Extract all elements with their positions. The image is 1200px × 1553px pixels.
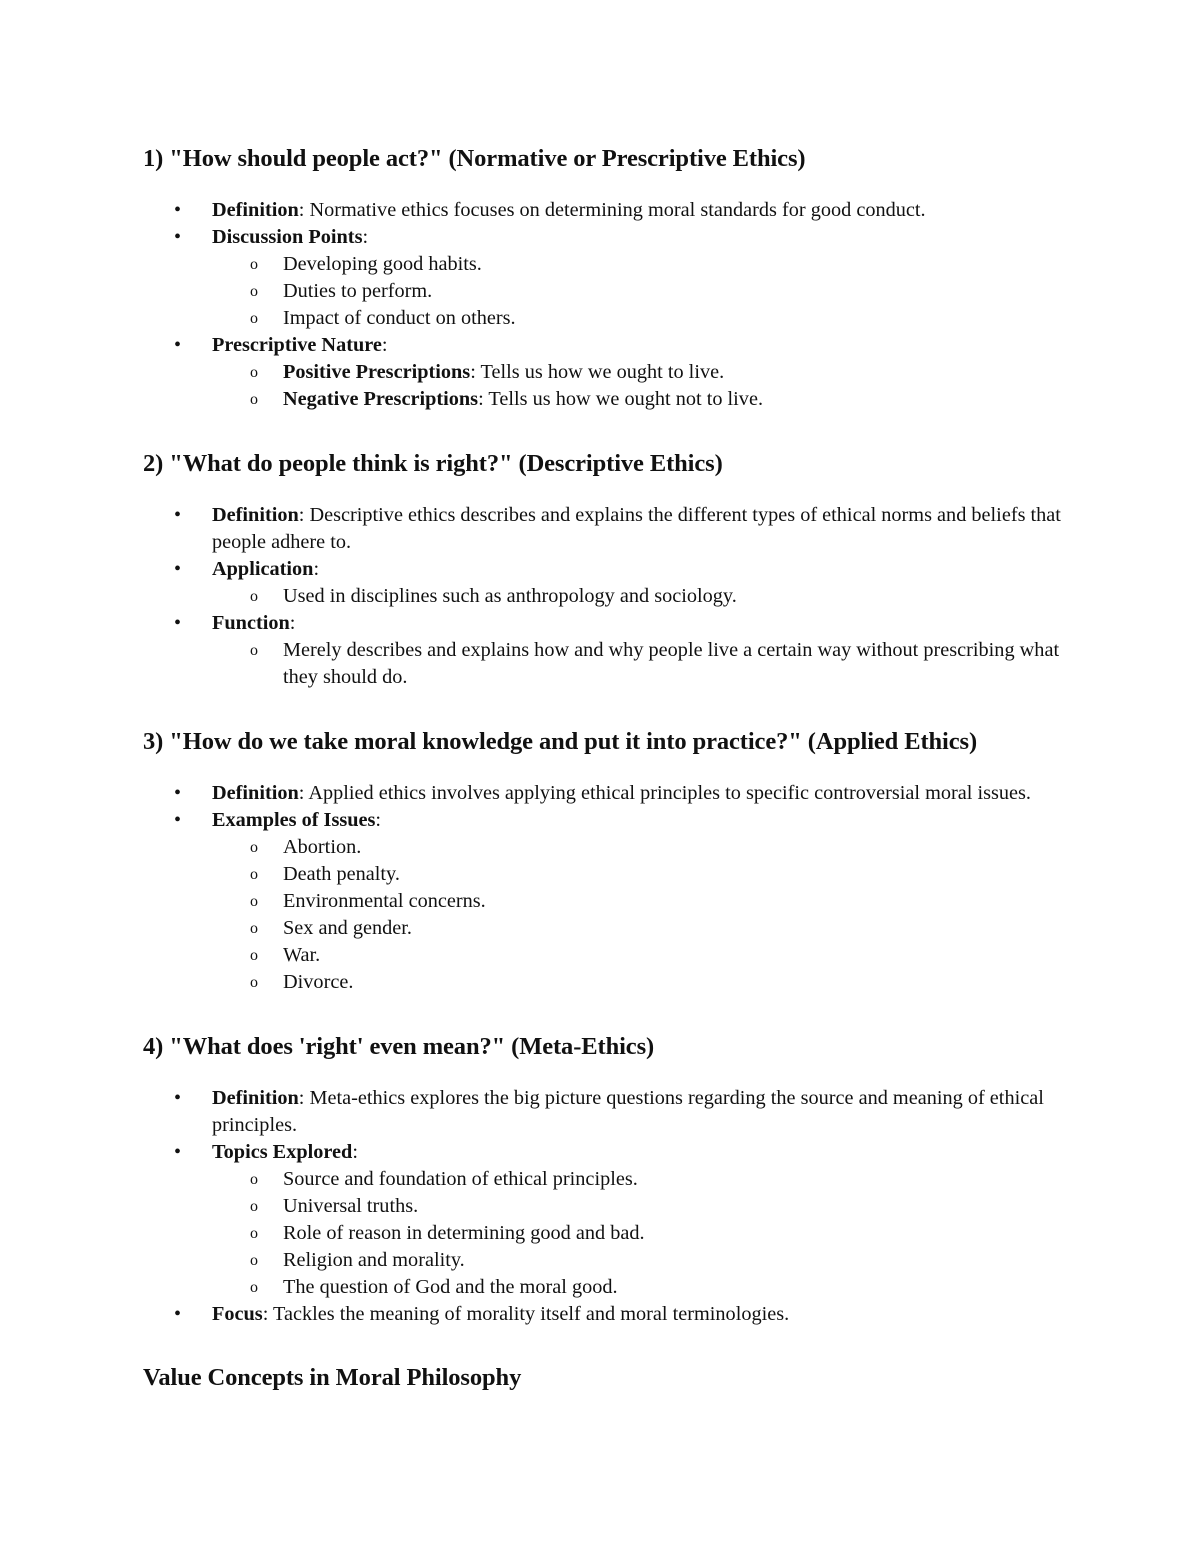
sub-list [212,834,1073,996]
sub-item-text: Used in disciplines such as anthropology and sociology. [283,585,737,607]
bullet-list [143,197,1073,413]
sub-item-label: Negative Prescriptions [283,388,479,410]
document-body [143,141,1073,1396]
sub-item-text: Source and foundation of ethical principles. [283,1168,638,1190]
list-item [143,780,1073,807]
sub-item-text: Universal truths. [283,1195,419,1217]
list-item [143,1085,1073,1139]
sub-list-item [212,1220,1073,1247]
item-label: Function [212,612,290,634]
list-item [143,610,1073,691]
sub-list-item [212,583,1073,610]
list-item [143,807,1073,996]
list-item [143,197,1073,224]
item-text: : Meta-ethics explores the big picture questions regarding the source and meaning of ethical principles. [212,1087,1044,1136]
bullet-list [143,1085,1073,1328]
list-item [143,224,1073,332]
sub-item-text: Abortion. [283,836,362,858]
item-text: : Applied ethics involves applying ethical principles to specific controversial moral issues. [298,782,1031,804]
list-item [143,1301,1073,1328]
sub-item-text: Merely describes and explains how and why people live a certain way without prescribing what they should do. [283,639,1060,688]
item-label: Examples of Issues [212,809,376,831]
section-heading-normative-ethics: 1) "How should people act?" (Normative or Prescriptive Ethics) [143,145,806,172]
value-concepts-heading: Value Concepts in Moral Philosophy [143,1364,522,1391]
sub-item-label: Positive Prescriptions [283,361,471,383]
item-text: : [375,809,382,831]
item-text: : [352,1141,358,1163]
section-heading-descriptive-ethics: 2) "What do people think is right?" (Descriptive Ethics) [143,450,723,477]
sub-list-item [212,637,1073,691]
item-text: : [313,558,320,580]
sub-item-text: : Tells us how we ought to live. [470,361,725,383]
sub-item-text: Role of reason in determining good and bad. [283,1222,645,1244]
sub-list-item [212,861,1073,888]
sub-list-item [212,888,1073,915]
item-label: Definition [212,782,299,804]
item-text: : Normative ethics focuses on determining moral standards for good conduct. [298,199,926,221]
sub-item-text: Religion and morality. [283,1249,465,1271]
sub-list-item [212,1166,1073,1193]
sub-list-item [212,834,1073,861]
item-text: : [289,612,296,634]
sub-list-item [212,942,1073,969]
item-label: Definition [212,1087,299,1109]
sub-list-item [212,1193,1073,1220]
section-heading-applied-ethics: 3) "How do we take moral knowledge and put it into practice?" (Applied Ethics) [143,728,978,755]
sub-list-item [212,969,1073,996]
sub-list [212,1166,1073,1301]
sub-list [212,251,1073,332]
sub-item-text: Death penalty. [283,863,400,885]
sub-list [212,637,1073,691]
item-label: Topics Explored [212,1141,353,1163]
sub-item-text: Divorce. [283,971,354,993]
item-text: : Descriptive ethics describes and explains the different types of ethical norms and beliefs that people adhere to. [212,504,1061,553]
item-label: Prescriptive Nature [212,334,382,356]
sub-list-item [212,1247,1073,1274]
sub-item-text: Impact of conduct on others. [283,307,516,329]
list-item [143,332,1073,413]
sub-list [212,583,1073,610]
item-text: : Tackles the meaning of morality itself and moral terminologies. [262,1303,790,1325]
item-label: Discussion Points [212,226,363,248]
list-item [143,1139,1073,1301]
sub-item-text: Sex and gender. [283,917,412,939]
sub-item-text: : Tells us how we ought not to live. [478,388,764,410]
sub-list-item [212,359,1073,386]
sub-list-item [212,278,1073,305]
item-label: Application [212,558,314,580]
item-label: Definition [212,199,299,221]
sub-list-item [212,305,1073,332]
item-text: : [381,334,388,356]
sub-item-text: War. [283,944,321,966]
section-heading-meta-ethics: 4) "What does 'right' even mean?" (Meta-Ethics) [143,1033,655,1060]
sub-list-item [212,915,1073,942]
sub-item-text: Environmental concerns. [283,890,486,912]
item-label: Definition [212,504,299,526]
list-item [143,502,1073,556]
sub-item-text: Developing good habits. [283,253,482,275]
sub-list-item [212,251,1073,278]
sub-list-item [212,1274,1073,1301]
item-text: : [362,226,369,248]
bullet-list [143,780,1073,996]
bullet-list [143,502,1073,691]
list-item [143,556,1073,610]
item-label: Focus [212,1303,263,1325]
sub-list [212,359,1073,413]
sub-list-item [212,386,1073,413]
sub-item-text: Duties to perform. [283,280,433,302]
sub-item-text: The question of God and the moral good. [283,1276,618,1298]
